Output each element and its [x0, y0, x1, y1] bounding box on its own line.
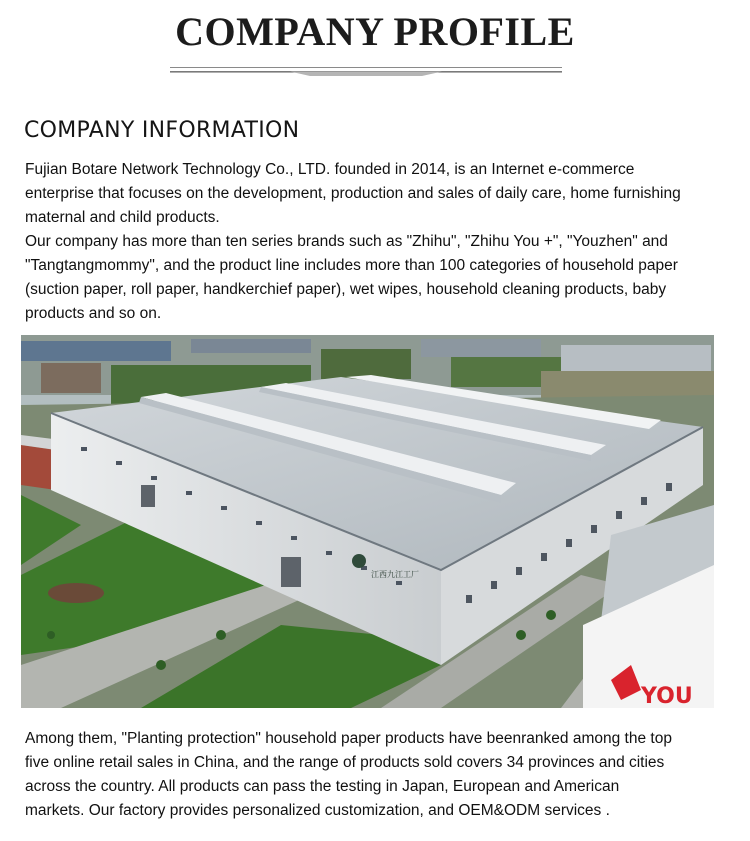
section-heading: COMPANY INFORMATION — [24, 118, 300, 143]
paragraph-line: maternal and child products. — [25, 209, 220, 226]
paragraph-line: five online retail sales in China, and the range of products sold covers 34 provinces and cities — [25, 754, 665, 771]
paragraph-line: Among them, "Planting protection" household paper products have beenranked among the top — [25, 730, 672, 747]
factory-sign-text: 江西九江工厂 — [371, 570, 419, 579]
paragraph-line: (suction paper, roll paper, handkerchief paper), wet wipes, household cleaning products, baby — [25, 281, 667, 298]
paragraph-line: Fujian Botare Network Technology Co., LTD. founded in 2014, is an Internet e-commerce — [25, 161, 635, 178]
brands-paragraph — [25, 230, 730, 326]
paragraph-line: across the country. All products can pass the testing in Japan, European and American — [25, 778, 620, 795]
paragraph-line: enterprise that focuses on the development, production and sales of daily care, home furnishing — [25, 185, 681, 202]
paragraph-line: markets. Our factory provides personalized customization, and OEM&ODM services . — [25, 802, 610, 819]
factory-illustration — [21, 335, 714, 708]
page-header — [0, 0, 750, 90]
corner-sign-text: YOU — [641, 684, 693, 708]
paragraph-line: products and so on. — [25, 305, 162, 322]
intro-paragraph — [25, 158, 730, 230]
page-title: COMPANY PROFILE — [175, 9, 575, 54]
paragraph-line: "Tangtangmommy", and the product line includes more than 100 categories of household paper — [25, 257, 678, 274]
paragraph-line: Our company has more than ten series brands such as "Zhihu", "Zhihu You +", "Youzhen" and — [25, 233, 668, 250]
title-divider — [170, 66, 562, 76]
achievements-paragraph — [25, 727, 730, 823]
factory-aerial-photo — [21, 335, 714, 708]
